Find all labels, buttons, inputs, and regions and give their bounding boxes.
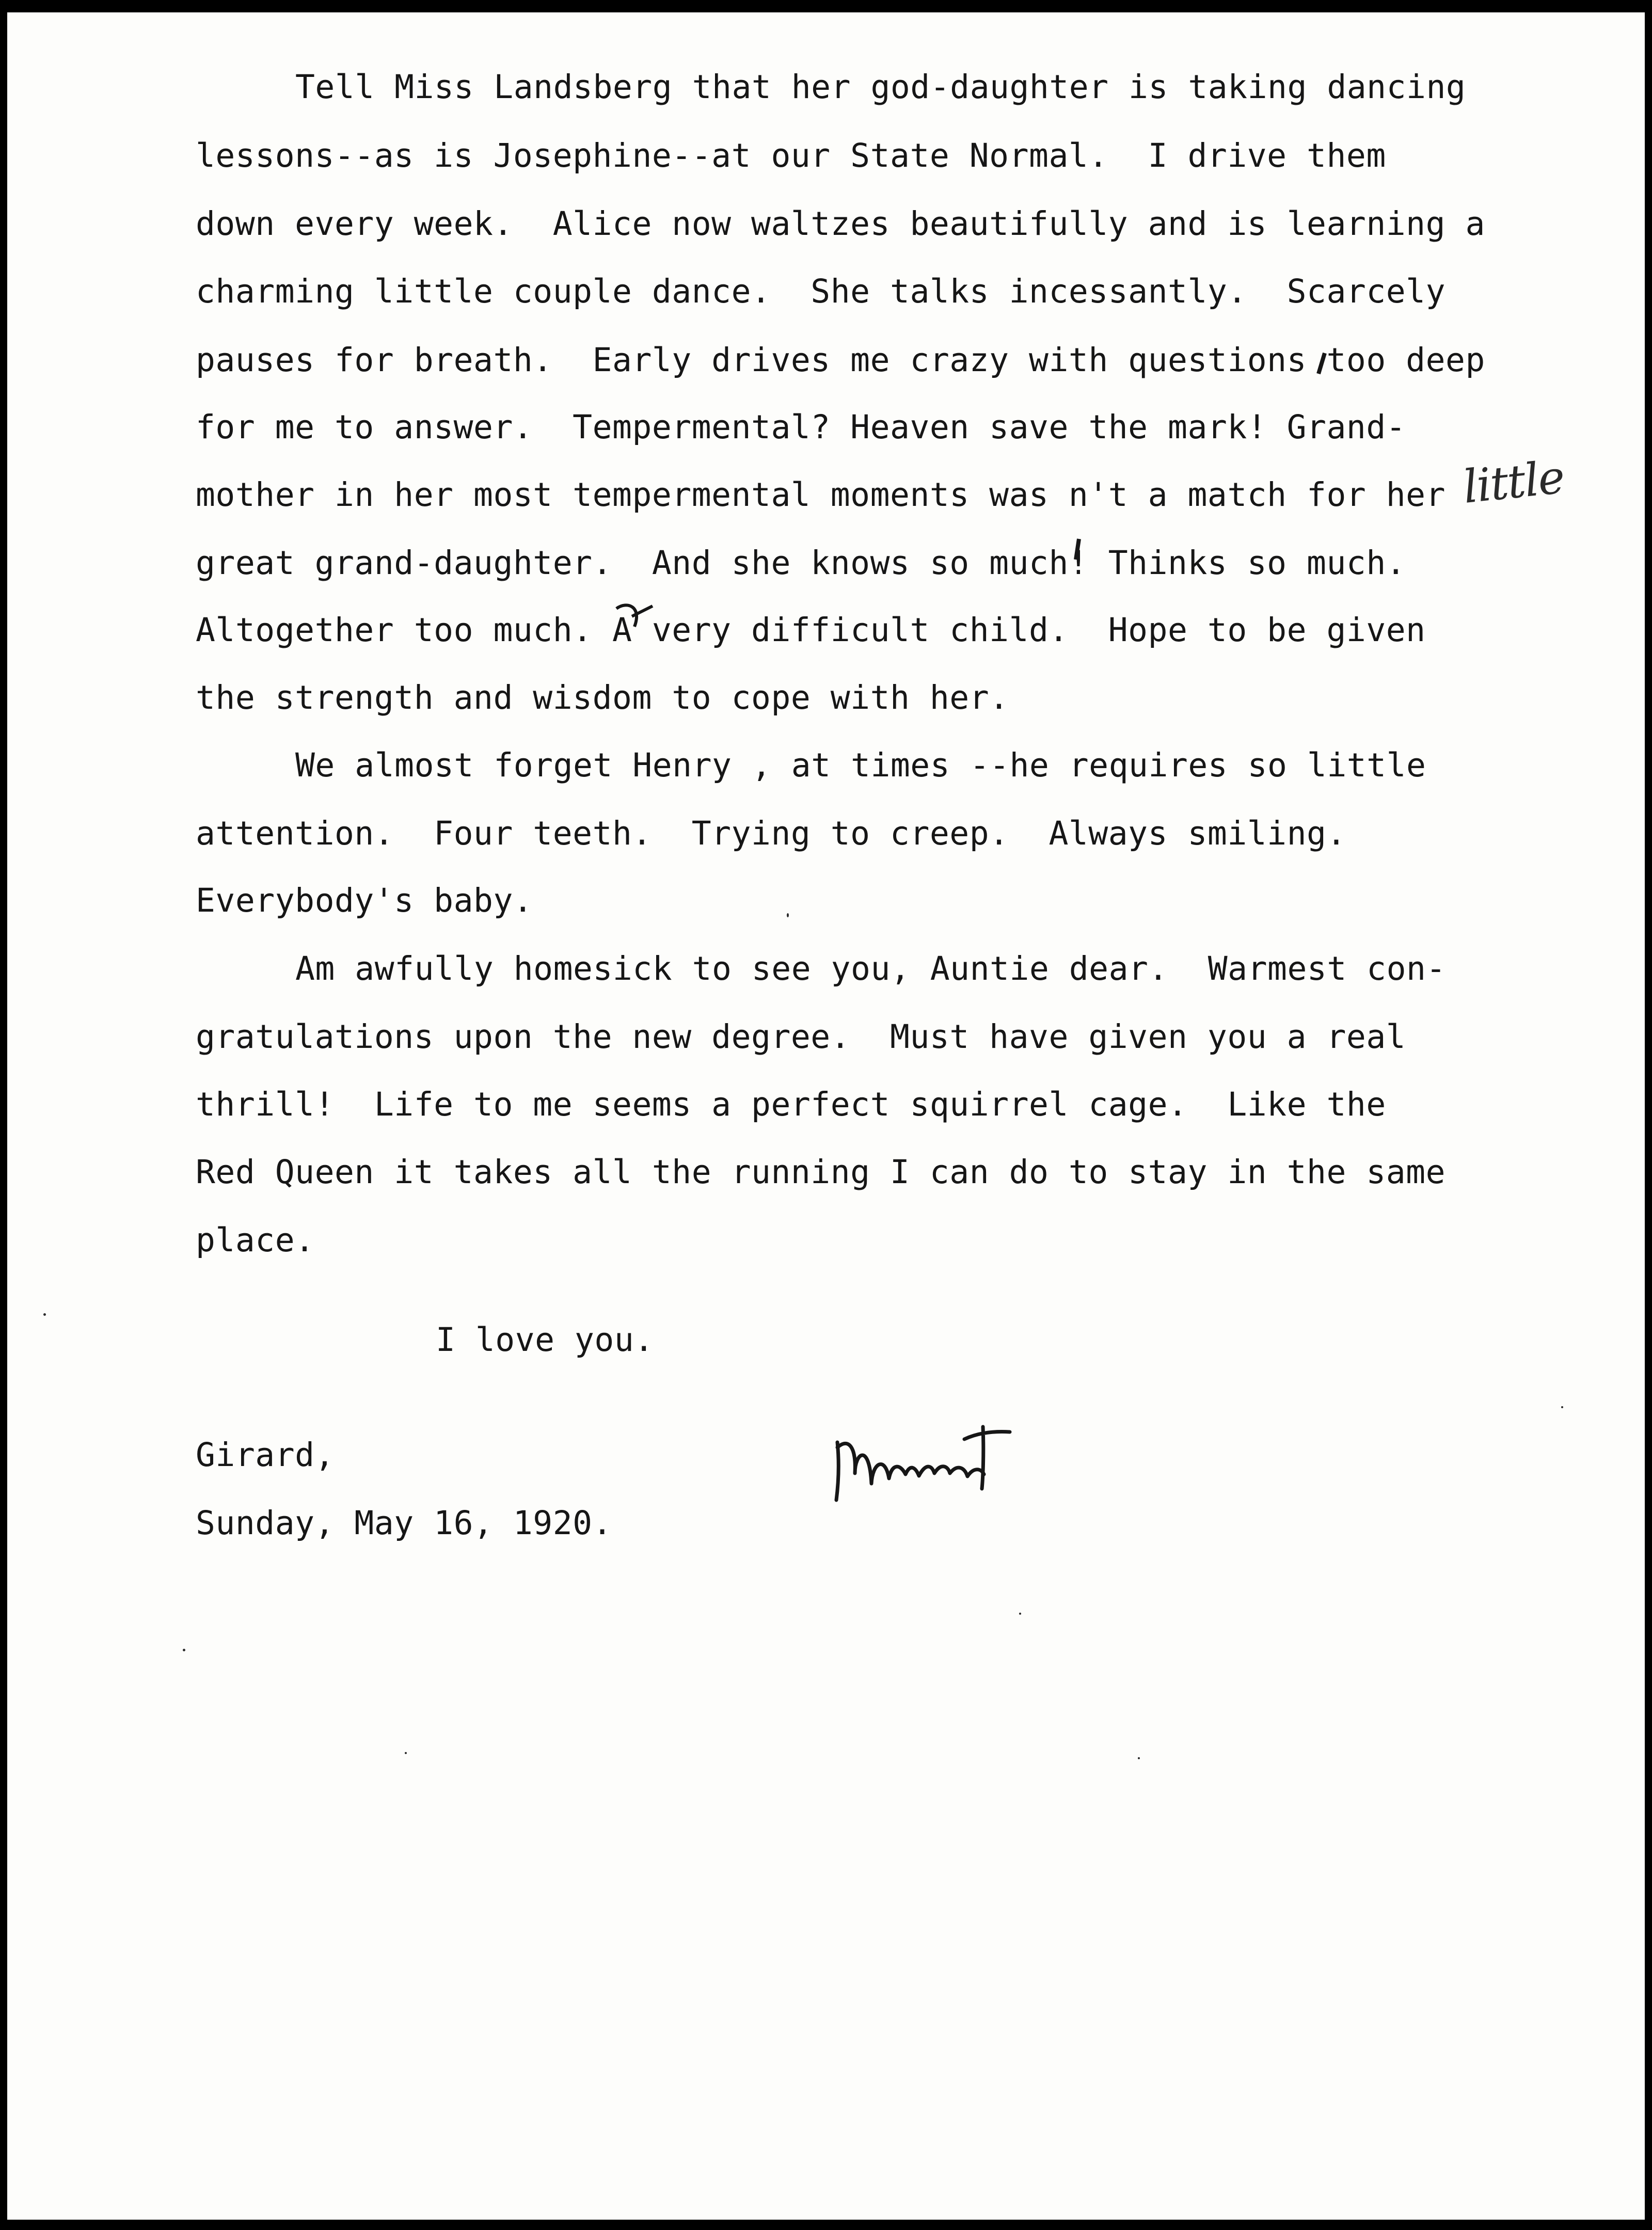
letter-line: mother in her most tempermental moments was n't a match for her [196, 476, 1446, 514]
letter-line: down every week. Alice now waltzes beautifully and is learning a [196, 205, 1485, 243]
letter-line: charming little couple dance. She talks incessantly. Scarcely [196, 273, 1446, 310]
handwritten-margin-note: little [1460, 450, 1567, 514]
letter-line: place. [196, 1221, 315, 1259]
letter-line: great grand-daughter. And she knows so much! Thinks so much. [196, 544, 1406, 582]
letter-line: attention. Four teeth. Trying to creep. Always smiling. [196, 815, 1346, 852]
ink-speck [183, 1649, 185, 1651]
ink-speck [787, 913, 789, 917]
correction-mark [616, 605, 653, 627]
exclamation-mark-1 [1319, 353, 1325, 374]
letter-line: gratulations upon the new degree. Must have given you a real [196, 1018, 1406, 1056]
letter-line: Everybody's baby. [196, 882, 533, 919]
place-line: Girard, [196, 1436, 335, 1474]
letter-page [7, 12, 1645, 2220]
ink-speck [43, 1313, 46, 1316]
letter-line: Tell Miss Landsberg that her god-daughter is taking dancing [295, 68, 1466, 106]
closing-line: I love you. [436, 1321, 654, 1359]
ink-speck [1561, 1406, 1563, 1408]
letter-line: Am awfully homesick to see you, Auntie dear. Warmest con- [295, 950, 1446, 987]
letter-line: lessons--as is Josephine--at our State Normal. I drive them [196, 137, 1386, 174]
letter-line: pauses for breath. Early drives me crazy with questions too deep [196, 341, 1485, 379]
letter-line: the strength and wisdom to cope with her. [196, 679, 1009, 716]
letter-line: thrill! Life to me seems a perfect squirrel cage. Like the [196, 1086, 1386, 1123]
letter-line: Red Queen it takes all the running I can do to stay in the same [196, 1153, 1446, 1191]
ink-speck [1138, 1757, 1140, 1759]
letter-line: for me to answer. Tempermental? Heaven save the mark! Grand- [196, 408, 1406, 446]
letter-line: Altogether too much. A very difficult child. Hope to be given [196, 611, 1426, 649]
ink-speck [1019, 1613, 1021, 1615]
date-line: Sunday, May 16, 1920. [196, 1504, 613, 1542]
ink-marks [7, 12, 1645, 2220]
exclamation-mark-2 [1076, 539, 1079, 560]
letter-line: We almost forget Henry , at times --he requires so little [295, 746, 1426, 784]
ink-speck [405, 1752, 407, 1754]
